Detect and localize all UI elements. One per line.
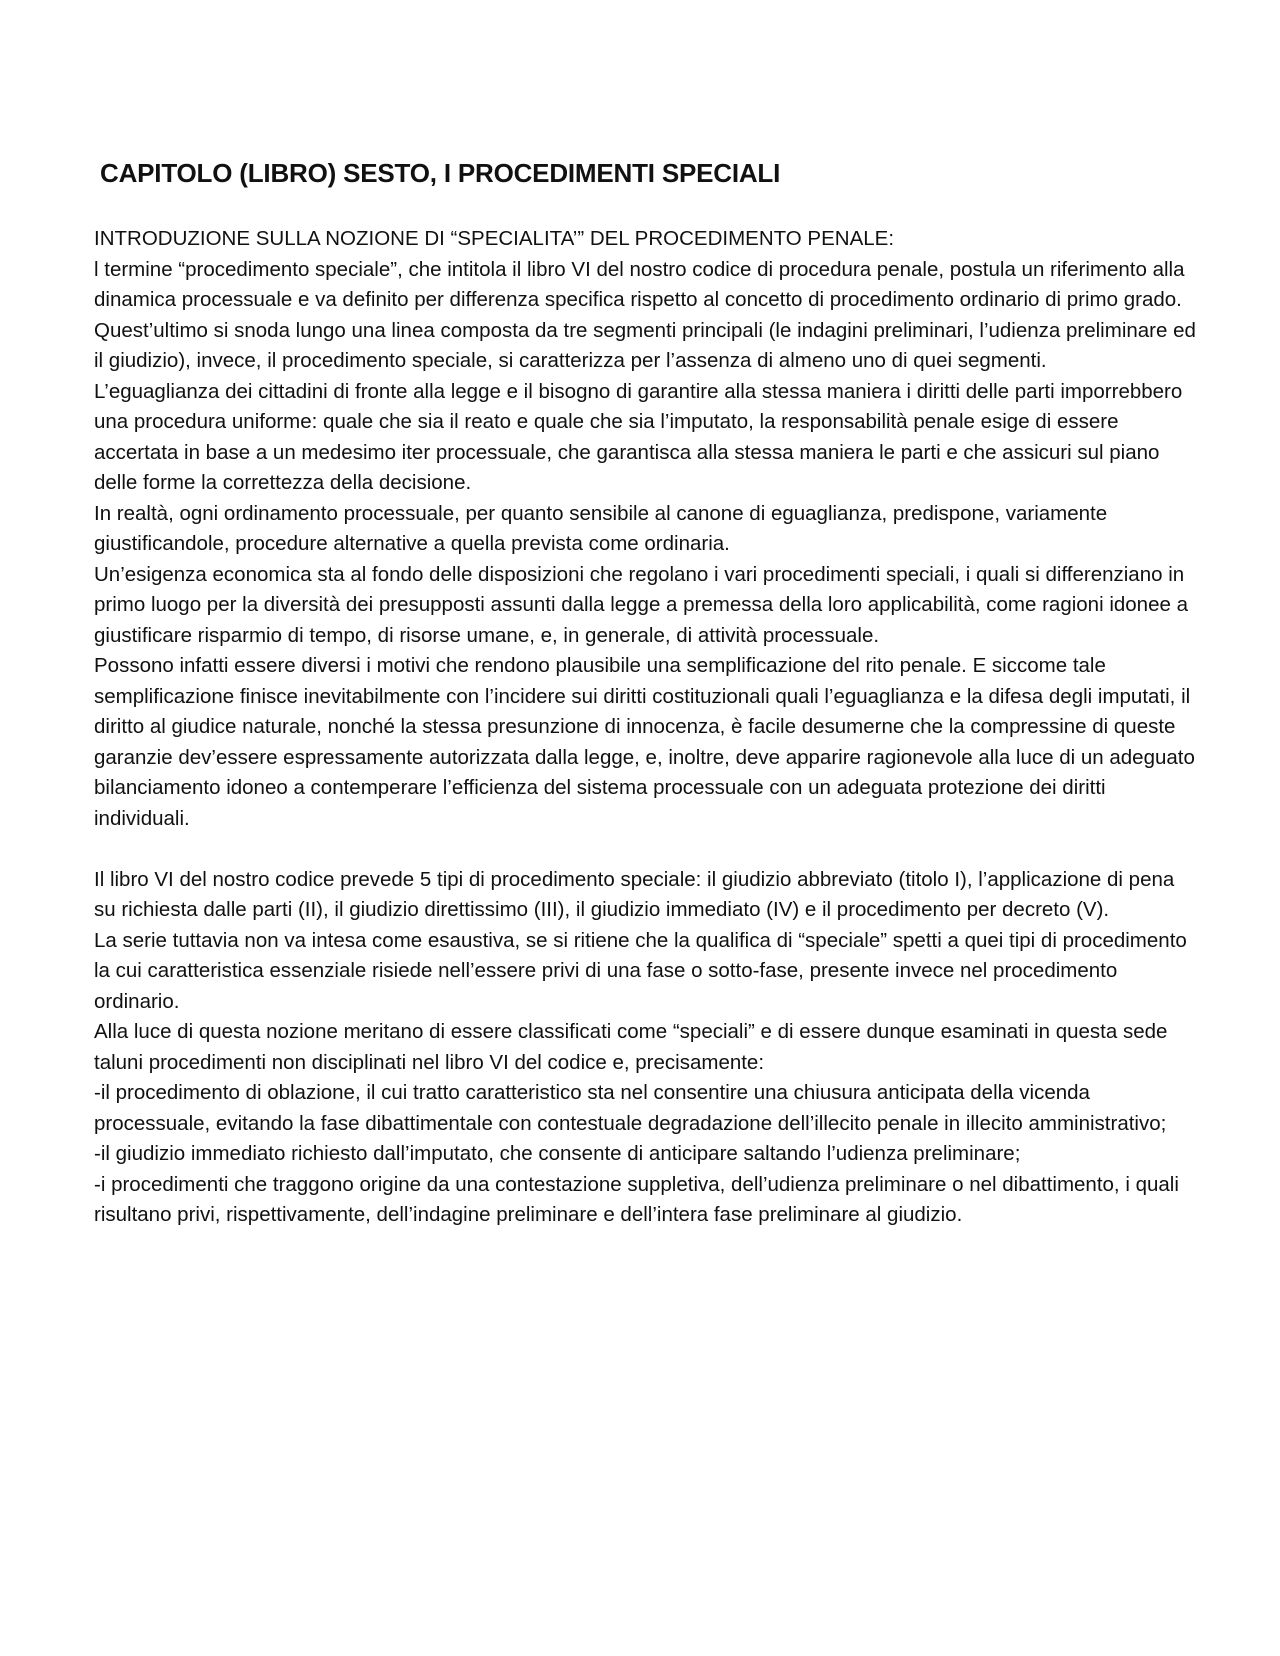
list-item: -il giudizio immediato richiesto dall’imputato, che consente di anticipare saltando l’udienza preliminare; <box>94 1142 1021 1165</box>
paragraph: Quest’ultimo si snoda lungo una linea composta da tre segmenti principali (le indagini preliminari, l’udienza preliminare ed il giudizio), invece, il procedimento speciale, si caratterizza per l’assenza di almeno uno di quei segmenti. <box>94 318 1196 372</box>
paragraph: Possono infatti essere diversi i motivi che rendono plausibile una semplificazione del rito penale. E siccome tale semplificazione finisce inevitabilmente con l’incidere sui diritti costituzionali quali l’eguaglianza e la difesa degli imputati, il diritto al giudice naturale, nonché la stessa presunzione di innocenza, è facile desumerne che la compressine di queste garanzie dev’essere espressamente autorizzata dalla legge, e, inoltre, deve apparire ragionevole alla luce di un adeguato bilanciamento idoneo a contemperare l’efficienza del sistema processuale con un adeguata protezione dei diritti individuali. <box>94 654 1195 830</box>
page-title: CAPITOLO (LIBRO) SESTO, I PROCEDIMENTI SPECIALI <box>100 158 781 188</box>
paragraph: l termine “procedimento speciale”, che intitola il libro VI del nostro codice di procedura penale, postula un riferimento alla dinamica processuale e va definito per differenza specifica rispetto al concetto di procedimento ordinario di primo grado. <box>94 257 1185 311</box>
paragraph: In realtà, ogni ordinamento processuale, per quanto sensibile al canone di eguaglianza, predispone, variamente giustificandole, procedure alternative a quella prevista come ordinaria. <box>94 501 1108 555</box>
paragraph: Il libro VI del nostro codice prevede 5 tipi di procedimento speciale: il giudizio abbreviato (titolo I), l’applicazione di pena su richiesta dalle parti (II), il giudizio direttissimo (III), il giudizio immediato (IV) e il procedimento per decreto (V). <box>94 867 1175 921</box>
paragraph: La serie tuttavia non va intesa come esaustiva, se si ritiene che la qualifica di “speciale” spetti a quei tipi di procedimento la cui caratteristica essenziale risiede nell’essere privi di una fase o sotto-fase, presente invece nel procedimento ordinario. <box>94 928 1187 1013</box>
list-item: -il procedimento di oblazione, il cui tratto caratteristico sta nel consentire una chiusura anticipata della vicenda processuale, evitando la fase dibattimentale con contestuale degradazione dell’illecito penale in illecito amministrativo; <box>94 1081 1167 1135</box>
list-item: -i procedimenti che traggono origine da una contestazione suppletiva, dell’udienza preliminare o nel dibattimento, i quali risultano privi, rispettivamente, dell’indagine preliminare e dell’intera fase preliminare al giudizio. <box>94 1172 1179 1226</box>
paragraph: Alla luce di questa nozione meritano di essere classificati come “speciali” e di essere dunque esaminati in questa sede taluni procedimenti non disciplinati nel libro VI del codice e, precisamente: <box>94 1020 1168 1074</box>
section-heading: INTRODUZIONE SULLA NOZIONE DI “SPECIALITA’” DEL PROCEDIMENTO PENALE: <box>94 227 895 250</box>
paragraph-spacer <box>94 834 1196 865</box>
paragraph: L’eguaglianza dei cittadini di fronte alla legge e il bisogno di garantire alla stessa maniera i diritti delle parti imporrebbero una procedura uniforme: quale che sia il reato e quale che sia l’imputato, la responsabilità penale esige di essere accertata in base a un medesimo iter processuale, che garantisca alla stessa maniera le parti e che assicuri sul piano delle forme la correttezza della decisione. <box>94 379 1183 494</box>
document-body <box>94 224 1196 1231</box>
paragraph: Un’esigenza economica sta al fondo delle disposizioni che regolano i vari procedimenti speciali, i quali si differenziano in primo luogo per la diversità dei presupposti assunti dalla legge a premessa della loro applicabilità, come ragioni idonee a giustificare risparmio di tempo, di risorse umane, e, in generale, di attività processuale. <box>94 562 1188 647</box>
